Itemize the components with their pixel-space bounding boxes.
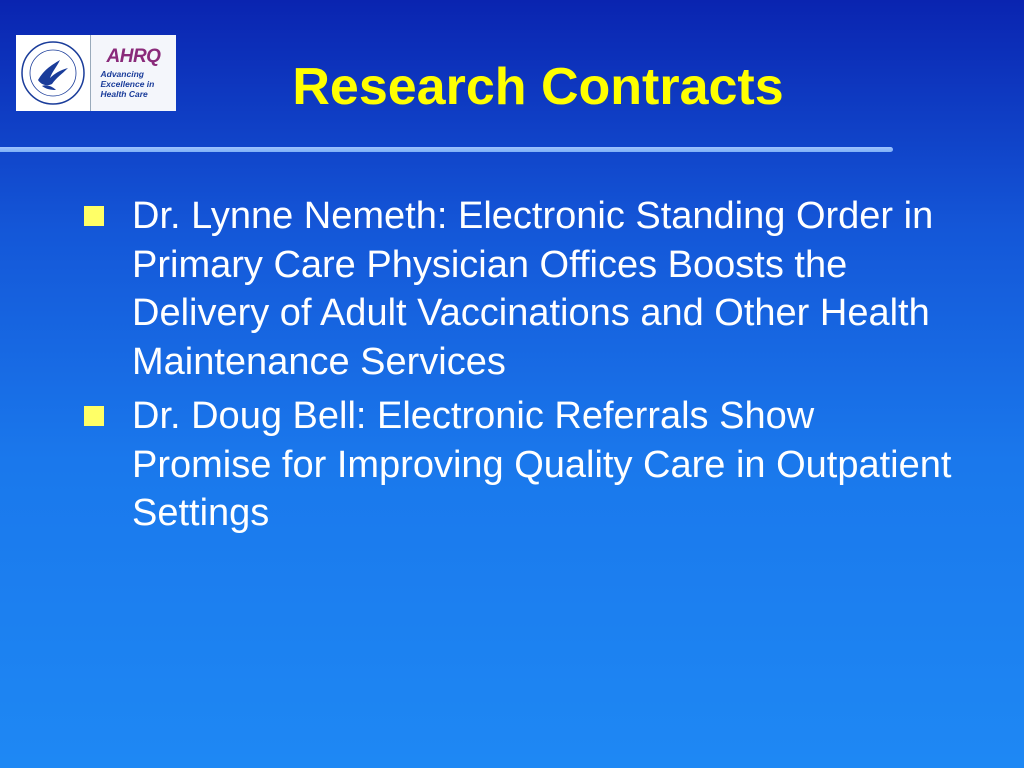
title-divider [0,147,893,152]
bullet-item [84,392,984,538]
ahrq-mark: AHRQ [106,46,161,67]
bullet-text: Dr. Doug Bell: Electronic Referrals Show Promise for Improving Quality Care in Outpatient Settings [132,395,952,534]
ahrq-tagline-line: Excellence in [100,79,155,89]
bullet-item [84,192,984,386]
bullet-list [84,192,984,544]
slide-title: Research Contracts [292,58,784,116]
ahrq-tagline-line: Health Care [100,89,148,99]
square-bullet-icon [84,206,104,226]
ahrq-tagline-line: Advancing [100,69,144,79]
square-bullet-icon [84,406,104,426]
bullet-text: Dr. Lynne Nemeth: Electronic Standing Order in Primary Care Physician Offices Boosts the Delivery of Adult Vaccinations and Other Health Maintenance Services [132,195,934,383]
